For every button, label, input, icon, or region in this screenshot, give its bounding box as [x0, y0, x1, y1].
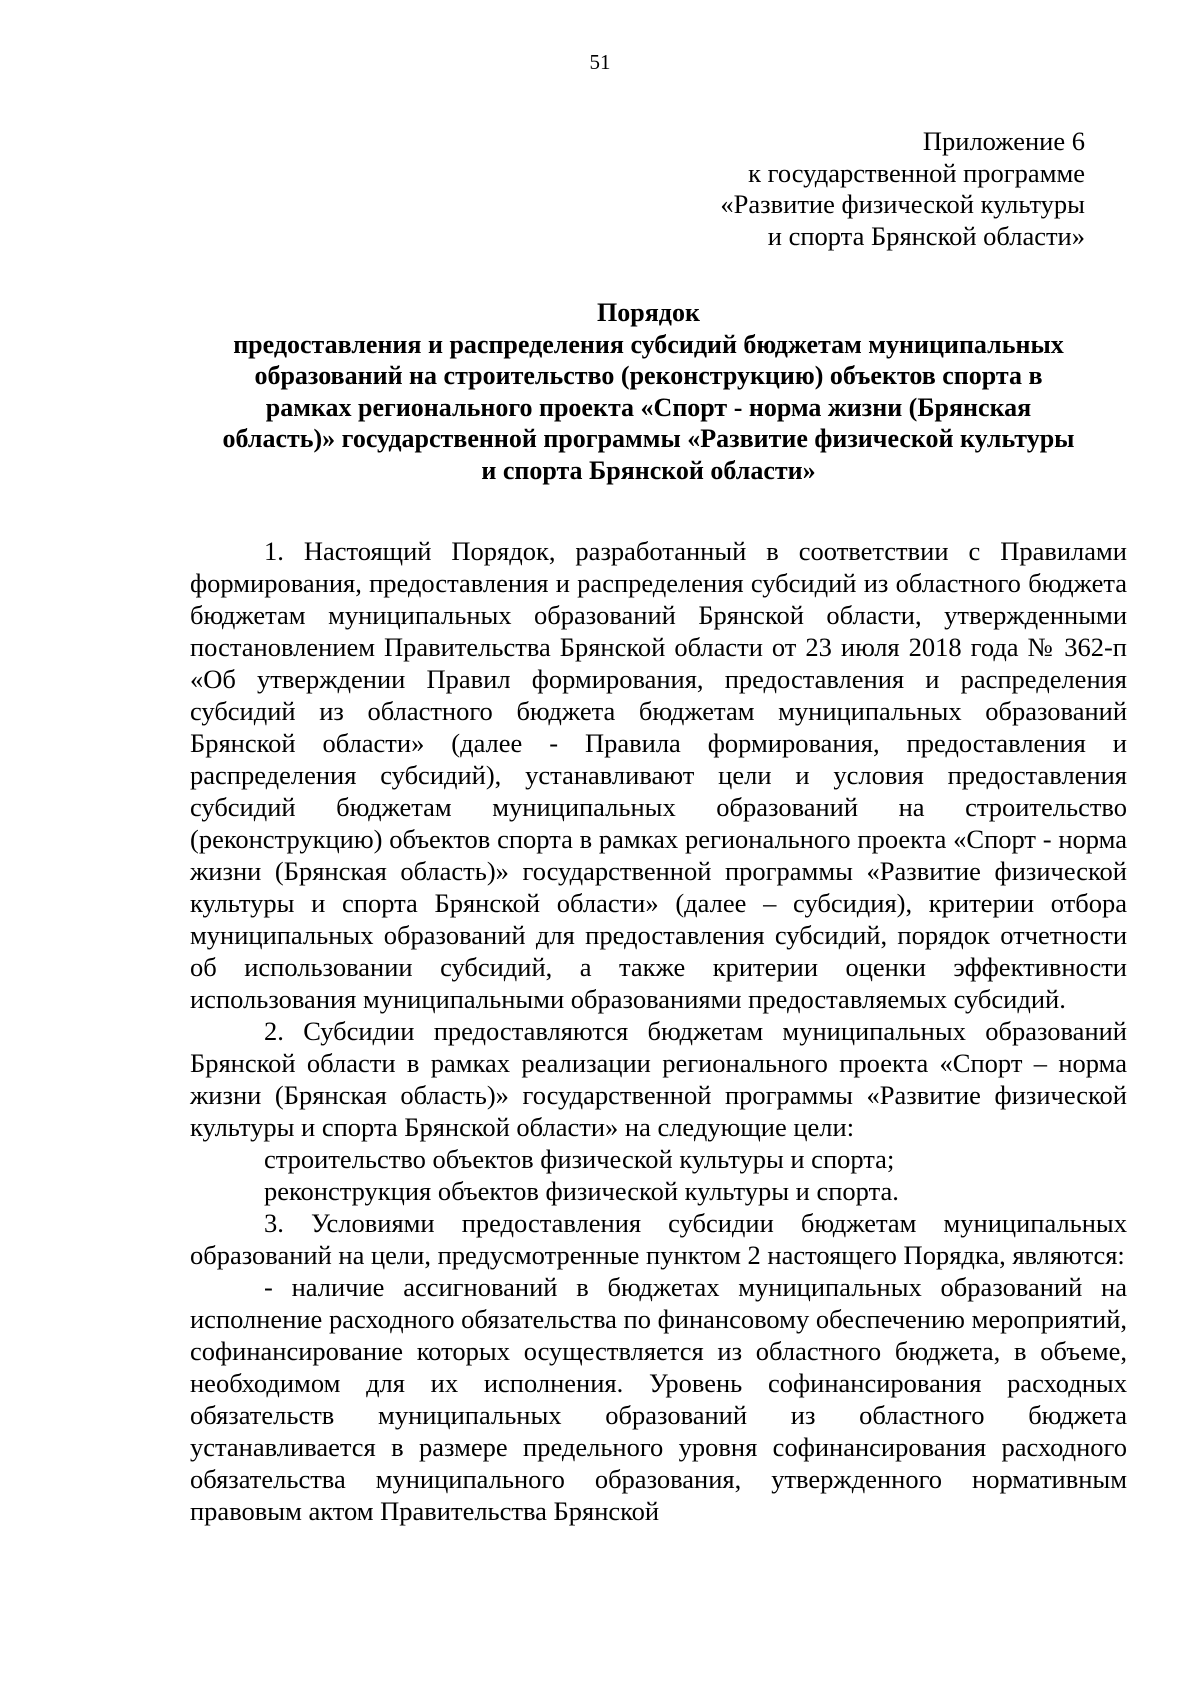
- title-line-6: и спорта Брянской области»: [481, 455, 816, 485]
- title-line-2: предоставления и распределения субсидий бюджетам муниципальных: [233, 329, 1064, 359]
- title-line-3: образований на строительство (реконструкцию) объектов спорта в: [254, 361, 1043, 390]
- paragraph-2-item-1: строительство объектов физической культуры и спорта;: [264, 1144, 895, 1174]
- appendix-line-4: и спорта Брянской области»: [767, 220, 1085, 251]
- title-line-4: рамках регионального проекта «Спорт - норма жизни (Брянская: [265, 392, 1032, 422]
- paragraph-2-item-2: реконструкция объектов физической культуры и спорта.: [264, 1176, 899, 1206]
- document-title: [180, 297, 1117, 486]
- paragraph-3-item-1: - наличие ассигнований в бюджетах муниципальных образований на исполнение расходного обязательства по финансовому обеспечению мероприятий, софинансирование которых осуществляется из областного бюджета, в объеме, необходимом для их исполнения. Уровень софинансирования расходных обязательств муниципальных образований из областного бюджета устанавливается в размере предельного уровня софинансирования расходного обязательства муниципального образования, утвержденного нормативным правовым актом Правительства Брянской: [190, 1272, 1127, 1526]
- document-body: [190, 535, 1127, 1527]
- appendix-line-1: Приложение 6: [922, 126, 1085, 156]
- paragraph-1: 1. Настоящий Порядок, разработанный в соответствии с Правилами формирования, предоставления и распределения субсидий из областного бюджета бюджетам муниципальных образований Брянской области, утвержденными постановлением Правительства Брянской области от 23 июля 2018 года № 362-п «Об утверждении Правил формирования, предоставления и распределения субсидий из областного бюджета бюджетам муниципальных образований Брянской области» (далее - Правила формирования, предоставления и распределения субсидий), устанавливают цели и условия предоставления субсидий бюджетам муниципальных образований на строительство (реконструкцию) объектов спорта в рамках регионального проекта «Спорт - норма жизни (Брянская область)» государственной программы «Развитие физической культуры и спорта Брянской области» (далее – субсидия), критерии отбора муниципальных образований для предоставления субсидий, порядок отчетности об использовании субсидий, а также критерии оценки эффективности использования муниципальными образованиями предоставляемых субсидий.: [190, 536, 1127, 1014]
- page-number: 51: [589, 50, 611, 74]
- appendix-line-2: к государственной программе: [748, 157, 1085, 188]
- title-line-1: Порядок: [597, 298, 700, 327]
- appendix-header: [720, 126, 1085, 252]
- paragraph-3: 3. Условиями предоставления субсидии бюджетам муниципальных образований на цели, предусмотренные пунктом 2 настоящего Порядка, являются:: [190, 1208, 1127, 1270]
- appendix-line-3: «Развитие физической культуры: [720, 189, 1085, 219]
- title-line-5: область)» государственной программы «Развитие физической культуры: [222, 424, 1075, 453]
- paragraph-2: 2. Субсидии предоставляются бюджетам муниципальных образований Брянской области в рамках реализации регионального проекта «Спорт – норма жизни (Брянская область)» государственной программы «Развитие физической культуры и спорта Брянской области» на следующие цели:: [190, 1016, 1127, 1142]
